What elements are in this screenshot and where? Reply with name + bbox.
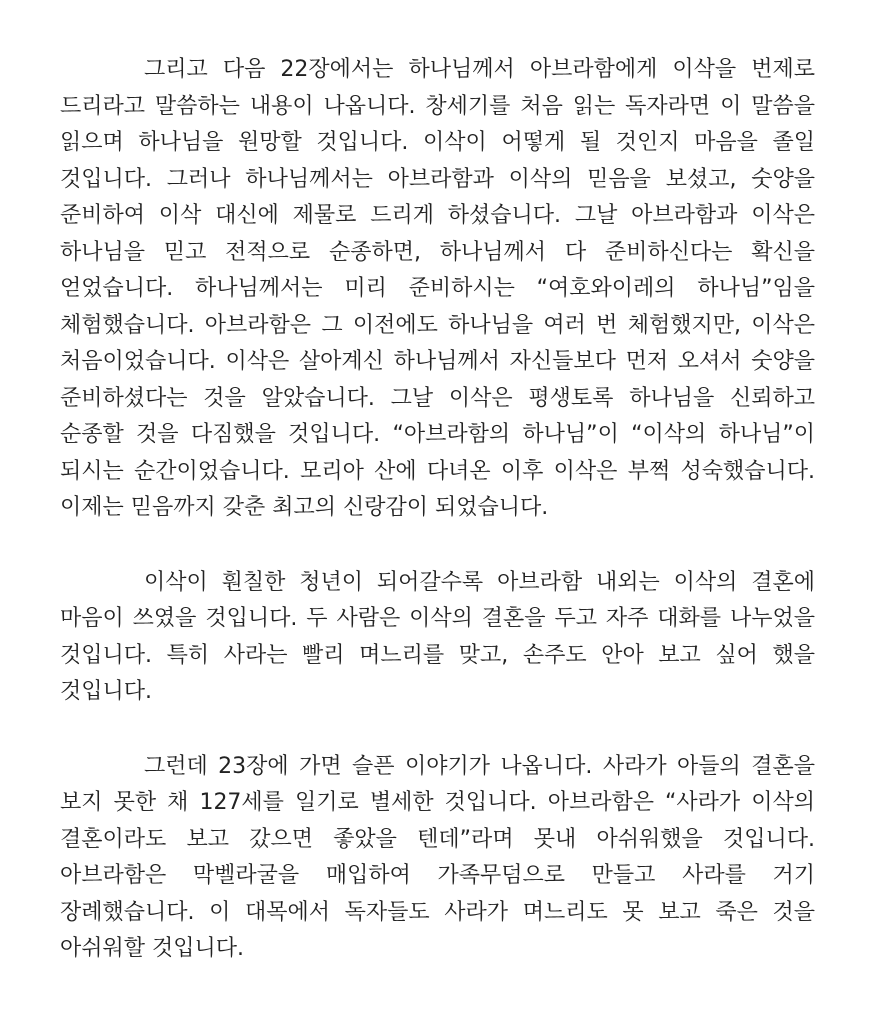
document-page (60, 52, 815, 968)
paragraph-3: 그런데 23장에 가면 슬픈 이야기가 나옵니다. 사라가 아들의 결혼을 보지 못한 채 127세를 일기로 별세한 것입니다. 아브라함은 “사라가 이삭의 결혼이라도 보고 갔으면 좋았을 텐데”라며 못내 아쉬워했을 것입니다. 아브라함은 막벨라굴을 매입하여 가족무덤으로 만들고 사라를 거기 장례했습니다. 이 대목에서 독자들도 사라가 며느리도 못 보고 죽은 것을 아쉬워할 것입니다. (60, 753, 815, 961)
paragraph-2: 이삭이 훤칠한 청년이 되어갈수록 아브라함 내외는 이삭의 결혼에 마음이 쓰였을 것입니다. 두 사람은 이삭의 결혼을 두고 자주 대화를 나누었을 것입니다. 특히 사라는 빨리 며느리를 맞고, 손주도 안아 보고 싶어 했을 것입니다. (60, 569, 815, 704)
paragraph-1: 그리고 다음 22장에서는 하나님께서 아브라함에게 이삭을 번제로 드리라고 말씀하는 내용이 나옵니다. 창세기를 처음 읽는 독자라면 이 말씀을 읽으며 하나님을 원망할 것입니다. 이삭이 어떻게 될 것인지 마음을 졸일 것입니다. 그러나 하나님께서는 아브라함과 이삭의 믿음을 보셨고, 숫양을 준비하여 이삭 대신에 제물로 드리게 하셨습니다. 그날 아브라함과 이삭은 하나님을 믿고 전적으로 순종하면, 하나님께서 다 준비하신다는 확신을 얻었습니다. 하나님께서는 미리 준비하시는 “여호와이레의 하나님”임을 체험했습니다. 아브라함은 그 이전에도 하나님을 여러 번 체험했지만, 이삭은 처음이었습니다. 이삭은 살아계신 하나님께서 자신들보다 먼저 오셔서 숫양을 준비하셨다는 것을 알았습니다. 그날 이삭은 평생토록 하나님을 신뢰하고 순종할 것을 다짐했을 것입니다. “아브라함의 하나님”이 “이삭의 하나님”이 되시는 순간이었습니다. 모리아 산에 다녀온 이후 이삭은 부쩍 성숙했습니다. 이제는 믿음까지 갖춘 최고의 신랑감이 되었습니다. (60, 57, 815, 520)
